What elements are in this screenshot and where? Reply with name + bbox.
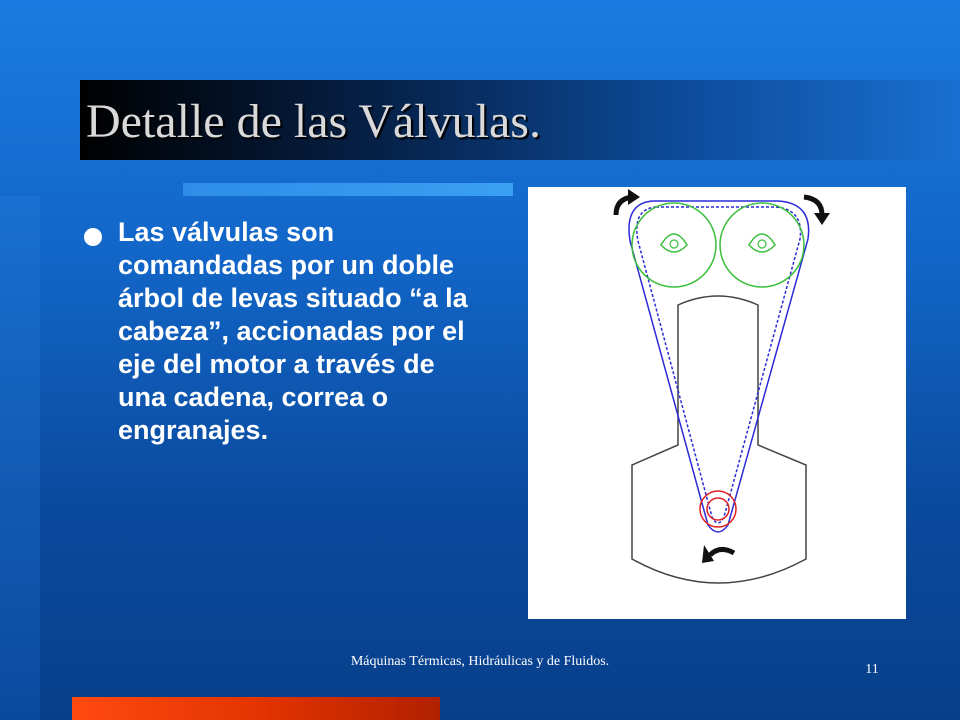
footer-text: Máquinas Térmicas, Hidráulicas y de Fluidos. bbox=[350, 654, 610, 669]
camshaft-gear-icon bbox=[632, 203, 716, 287]
bottom-accent-bar bbox=[72, 697, 440, 720]
slide-title: Detalle de las Válvulas. bbox=[86, 95, 541, 148]
accent-line bbox=[183, 183, 513, 196]
cam-hub-icon bbox=[670, 240, 678, 248]
timing-chain-inner bbox=[637, 207, 801, 523]
cam-lobe-icon bbox=[661, 234, 687, 252]
bullet-icon bbox=[84, 228, 102, 246]
camshaft-gear-icon bbox=[720, 203, 804, 287]
rotation-arrow-icon bbox=[804, 197, 822, 215]
rotation-arrow-head-icon bbox=[814, 213, 830, 225]
rotation-arrow-icon bbox=[710, 549, 734, 555]
valve-train-diagram bbox=[528, 187, 906, 619]
rotation-arrow-head-icon bbox=[628, 189, 640, 205]
left-accent-bar bbox=[0, 196, 40, 720]
diagram-svg bbox=[528, 187, 906, 619]
cam-lobe-icon bbox=[749, 234, 775, 252]
timing-chain-outer bbox=[629, 201, 809, 532]
page-number: 11 bbox=[865, 662, 879, 677]
cam-hub-icon bbox=[758, 240, 766, 248]
crankshaft-gear-icon bbox=[700, 491, 736, 527]
bullet-text: Las válvulas son comandadas por un doble árbol de levas situado “a la cabeza”, accionadas por el eje del motor a través de una cadena, correa o engranajes. bbox=[118, 217, 468, 445]
